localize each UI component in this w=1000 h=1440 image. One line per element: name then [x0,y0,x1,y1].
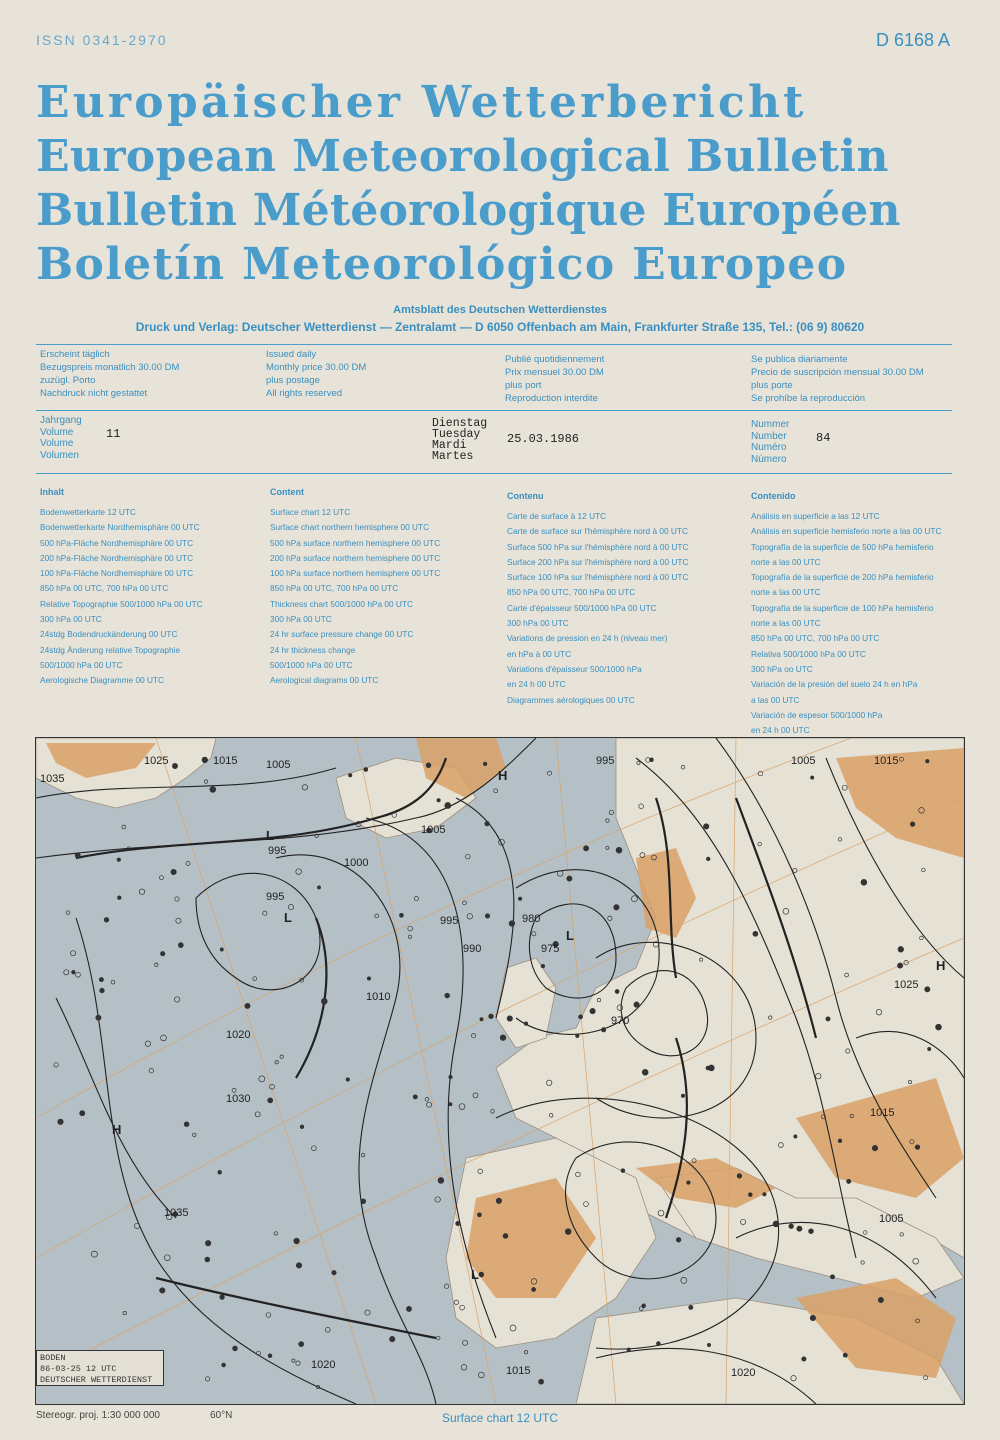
station-marker [539,1379,544,1384]
station-marker [763,1193,766,1196]
station-marker [205,1257,210,1262]
surface-chart-map [35,737,965,1405]
station-marker [926,760,929,763]
contents-item: 850 hPa 00 UTC, 700 hPa 00 UTC [507,587,636,598]
isobar-label: 1020 [226,1029,251,1041]
station-marker [509,921,515,927]
contents-item: 500 hPa-Fläche Nordhemisphäre 00 UTC [40,537,194,548]
contents-item: Diagrammes aérologiques 00 UTC [507,694,635,705]
contents-item: Bodenwetterkarte 12 UTC [40,507,136,517]
station-marker [332,1271,336,1275]
station-marker [445,803,451,809]
contents-heading: Contenido [751,491,796,501]
isobar-label: 1035 [164,1207,189,1219]
isobar-label: 995 [440,915,459,927]
station-marker [830,1275,834,1279]
station-marker [449,1075,452,1078]
station-marker [367,977,370,980]
volume-labels [40,415,82,461]
title-french: Bulletin Météorologique Européen [36,185,901,236]
number-label: Numéro [751,442,787,453]
station-marker [689,1305,693,1309]
contents-spanish [751,490,941,754]
contents-item: Relative Topographie 500/1000 hPa 00 UTC [40,598,203,609]
station-marker [496,1198,501,1203]
station-marker [928,1047,931,1050]
station-marker [753,931,758,936]
contents-list [507,509,688,708]
isobar-label: 1030 [226,1093,251,1105]
low-pressure-marker: L [471,1267,479,1282]
contents-item: Carte d'épaisseur 500/1000 hPa 00 UTC [507,602,657,613]
subscription-line: All rights reserved [266,388,343,399]
contents-heading: Contenu [507,491,544,501]
station-marker [489,1014,494,1019]
contents-item: Topografía de la superficie de 100 hPa hemisferio [751,602,934,613]
contents-item: Variations de pression en 24 h (niveau mer) [507,633,668,644]
projection-note: Stereogr. proj. 1:30 000 000 [36,1410,160,1421]
station-marker [399,913,403,917]
station-marker [532,1288,536,1292]
station-marker [75,853,80,858]
title-german: Europäischer Wetterbericht [36,77,807,128]
subscription-line: Nachdruck nicht gestattet [40,388,148,399]
station-marker [483,762,487,766]
station-marker [681,1094,684,1097]
weekday-label: Mardi [432,439,467,452]
station-marker [100,988,105,993]
station-marker [413,1095,417,1099]
station-marker [485,821,490,826]
contents-french [507,490,688,708]
isobar-label: 1005 [879,1213,904,1225]
station-marker [518,897,521,900]
station-marker [222,1363,226,1367]
contents-english [270,486,440,689]
station-marker [507,1016,512,1021]
issue-date: 25.03.1986 [507,432,580,446]
isobar-label: 995 [596,755,615,767]
station-marker [172,763,177,768]
isobar-label: 1010 [366,991,391,1003]
contents-item: 850 hPa 00 UTC, 700 hPa 00 UTC [270,583,399,594]
contents-item: en 24 h 00 UTC [751,725,810,736]
station-marker [872,1145,877,1150]
station-marker [72,970,76,974]
station-marker [843,1353,847,1357]
station-marker [294,1238,300,1244]
isobar-label: 980 [522,913,541,925]
station-marker [616,847,622,853]
subscription-french [505,353,604,405]
number-label: Number [751,430,787,442]
station-marker [590,1008,595,1013]
contents-item: Variación de espesor 500/1000 hPa [751,709,883,720]
isobar-label: 1020 [311,1359,336,1371]
station-marker [480,1018,483,1021]
station-marker [245,1003,250,1008]
divider [36,410,952,411]
station-marker [687,1181,690,1184]
station-marker [80,1111,85,1116]
station-marker [541,964,545,968]
low-pressure-marker: L [566,928,574,943]
station-marker [797,1226,802,1231]
divider [36,344,952,345]
subscription-line: plus port [505,380,542,391]
subscription-line: Se publica diariamente [751,354,848,365]
isobar-label: 1000 [344,857,369,869]
station-marker [321,998,327,1004]
station-marker [268,1354,272,1358]
subscription-line: Bezugspreis monatlich 30.00 DM [40,362,180,373]
number-label: Número [751,453,787,465]
contents-item: 100 hPa surface northern hemisphere 00 UTC [270,568,441,579]
isobar-label: 1015 [506,1365,531,1377]
subscription-german [40,348,179,400]
station-marker [773,1221,779,1227]
contents-german [40,486,203,689]
station-marker [500,1035,506,1041]
station-marker [456,1221,460,1225]
document-number: D 6168 A [875,30,950,50]
issue-number: 84 [816,431,831,445]
station-marker [898,963,903,968]
station-marker [642,1069,648,1075]
station-marker [317,886,320,889]
contents-item: 24 hr thickness change [270,644,356,655]
contents-item: Topografía de la superficie de 200 hPa hemisferio [751,572,934,583]
station-marker [802,1357,806,1361]
station-marker [104,918,109,923]
station-marker [657,1342,661,1346]
isobar-label: 990 [463,943,482,955]
isobar-label: 1015 [870,1107,895,1119]
isobar-label: 1020 [731,1367,756,1379]
isobar-label: 970 [611,1015,630,1027]
contents-item: 500 hPa surface northern hemisphere 00 UTC [270,537,441,548]
station-marker [847,1179,851,1183]
contents-item: 300 hPa 00 UTC [270,614,332,625]
low-pressure-marker: L [266,828,274,843]
station-marker [915,1145,920,1150]
official-gazette-note: Amtsblatt des Deutschen Wetterdienstes [393,304,607,316]
contents-item: Análisis en superficie hemisferio norte a las 00 UTC [751,526,942,537]
station-marker [184,1122,189,1127]
contents-item: 200 hPa-Fläche Nordhemisphäre 00 UTC [40,552,194,563]
station-marker [205,1241,210,1246]
volume-value: 11 [106,427,121,441]
station-marker [707,1343,710,1346]
station-marker [811,776,814,779]
contents-item: en hPa à 00 UTC [507,648,572,659]
station-marker [233,1346,238,1351]
station-marker [737,1174,742,1179]
contents-item: a las 00 UTC [751,694,800,705]
station-marker [437,799,440,802]
subscription-line: Monthly price 30.00 DM [266,362,367,373]
contents-item: Carte de surface sur l'hémisphère nord à 00 UTC [507,526,688,537]
surface-chart-svg [36,738,964,1404]
isobar-label: 975 [541,943,560,955]
stamp-line: BODEN [40,1353,66,1363]
weekday-label: Dienstag [432,417,488,430]
contents-item: Variations d'épaisseur 500/1000 hPa [507,663,642,674]
station-marker [838,1139,842,1143]
contents-item: Variación de la presión del suelo 24 h en hPa [751,679,918,690]
station-marker [709,1065,715,1071]
station-marker [925,987,930,992]
divider [36,473,952,474]
contents-heading: Inhalt [40,487,64,497]
contents-item: 850 hPa 00 UTC, 700 hPa 00 UTC [40,583,169,594]
contents-item: Aerologische Diagramme 00 UTC [40,675,165,686]
stamp-line: 86-03-25 12 UTC [40,1364,117,1374]
station-marker [615,990,619,994]
contents-item: 850 hPa 00 UTC, 700 hPa 00 UTC [751,633,880,644]
station-marker [210,787,216,793]
station-marker [438,1178,444,1184]
volume-label: Volumen [40,449,79,461]
station-marker [364,768,368,772]
station-marker [296,1263,301,1268]
station-marker [601,1028,605,1032]
station-marker [910,822,915,827]
publisher-line: Druck und Verlag: Deutscher Wetterdienst — Zentralamt — D 6050 Offenbach am Main, Frankfurter Straße 135, Tel.: (06 9) 80620 [135,320,865,334]
isobar-label: 1005 [266,759,291,771]
number-labels [751,419,789,465]
station-marker [390,1336,395,1341]
contents-list [40,505,203,689]
station-marker [406,1306,411,1311]
contents-item: Surface 200 hPa sur l'hémisphère nord à 00 UTC [507,556,689,567]
station-marker [161,952,165,956]
station-marker [300,1125,304,1129]
station-marker [706,857,710,861]
station-marker [178,943,183,948]
contents-item: Carte de surface à 12 UTC [507,511,607,521]
chart-stamp [36,1350,164,1386]
subscription-spanish [751,353,924,405]
station-marker [171,869,176,874]
station-marker [898,947,904,953]
volume-label: Jahrgang [40,415,82,426]
low-pressure-marker: L [284,910,292,925]
station-marker [794,1135,797,1138]
contents-item: Aerological diagrams 00 UTC [270,675,379,686]
station-marker [99,978,103,982]
contents-item: 24stdg Bodendruckänderung 00 UTC [40,629,178,640]
contents-item: 24stdg Änderung relative Topographie [40,644,181,655]
station-marker [634,1002,639,1007]
subscription-line: plus porte [751,380,793,391]
contents-item: 200 hPa surface northern hemisphere 00 UTC [270,552,441,563]
contents-list [270,505,440,689]
contents-item: 500/1000 hPa 00 UTC [270,659,353,670]
station-marker [676,1238,681,1243]
isobar-label: 1025 [144,755,169,767]
contents-heading: Content [270,487,304,497]
contents-item: en 24 h 00 UTC [507,679,566,690]
isobar-label: 1005 [421,824,446,836]
station-marker [627,1348,630,1351]
isobar-label: 1035 [40,773,65,785]
weekday-label: Tuesday [432,428,481,441]
station-marker [220,948,223,951]
isobar-label: 1005 [791,755,816,767]
reference-latitude: 60°N [210,1410,233,1421]
isobar-label: 995 [266,891,285,903]
station-marker [524,1022,528,1026]
station-marker [861,879,867,885]
high-pressure-marker: H [936,958,946,973]
subscription-line: zuzügl. Porto [40,375,96,386]
station-marker [346,1078,349,1081]
station-marker [118,896,122,900]
station-marker [202,757,208,763]
station-marker [579,1015,583,1019]
station-marker [220,1295,225,1300]
station-marker [477,1213,481,1217]
station-marker [565,1229,571,1235]
station-marker [479,1272,484,1277]
station-marker [704,824,709,829]
volume-label: Volume [40,438,74,449]
isobar-label: 1025 [894,979,919,991]
volume-label: Volume [40,426,74,438]
contents-item: 300 hPa 00 UTC [507,618,569,629]
isobar-label: 1015 [213,755,238,767]
station-marker [748,1193,752,1197]
station-marker [878,1297,883,1302]
isobar-label: 1015 [874,755,899,767]
station-marker [567,876,572,881]
station-marker [117,858,120,861]
station-marker [96,1015,101,1020]
contents-item: 24 hr surface pressure change 00 UTC [270,629,414,640]
contents-item: Relativa 500/1000 hPa 00 UTC [751,648,866,659]
station-marker [503,1234,508,1239]
contents-item: Surface chart 12 UTC [270,507,351,517]
contents-item: 300 hPa oo UTC [751,663,813,674]
contents-item: norte a las 00 UTC [751,618,821,629]
subscription-line: Reproduction interdite [505,393,598,404]
station-marker [58,1119,63,1124]
station-marker [349,774,352,777]
station-marker [789,1224,794,1229]
station-marker [936,1024,942,1030]
high-pressure-marker: H [112,1122,122,1137]
station-marker [614,905,619,910]
station-marker [268,1098,273,1103]
station-marker [810,1315,815,1320]
station-marker [361,1199,366,1204]
contents-item: Surface 100 hPa sur l'hémisphère nord à 00 UTC [507,572,689,583]
chart-caption: Surface chart 12 UTC [441,1411,559,1425]
contents-item: norte a las 00 UTC [751,556,821,567]
contents-item: Análisis en superficie a las 12 UTC [751,511,880,521]
contents-item: norte a las 00 UTC [751,587,821,598]
issn-number: ISSN 0341-2970 [36,32,168,48]
contents-item: Surface chart northern hemisphere 00 UTC [270,522,430,533]
weekday-label: Martes [432,450,474,463]
contents-item: Surface 500 hPa sur l'hémisphère nord à 00 UTC [507,541,689,552]
station-marker [485,914,489,918]
contents-item: Topografía de la superficie de 500 hPa hemisferio [751,541,934,552]
subscription-line: Prix mensuel 30.00 DM [505,367,604,378]
station-marker [160,1288,165,1293]
contents-list [751,509,941,754]
title-spanish: Boletín Meteorológico Europeo [36,239,848,290]
station-marker [826,1017,830,1021]
station-marker [218,1170,222,1174]
contents-item: 300 hPa 00 UTC [40,614,102,625]
subscription-line: plus postage [266,375,320,386]
station-marker [576,1034,579,1037]
number-label: Nummer [751,419,790,430]
subscription-line: Precio de suscripción mensual 30.00 DM [751,367,924,378]
isobar-label: 995 [268,845,287,857]
station-marker [809,1229,814,1234]
stamp-line: DEUTSCHER WETTERDIENST [40,1375,153,1385]
station-marker [621,1169,625,1173]
subscription-line: Issued daily [266,349,317,360]
station-marker [449,1103,452,1106]
station-marker [299,1342,304,1347]
subscription-line: Se prohíbe la reproducción [751,393,866,404]
station-marker [584,846,589,851]
contents-item: Thickness chart 500/1000 hPa 00 UTC [270,598,413,609]
subscription-line: Erscheint täglich [40,349,110,360]
contents-item: 100 hPa-Fläche Nordhemisphäre 00 UTC [40,568,194,579]
station-marker [445,993,450,998]
high-pressure-marker: H [498,768,508,783]
subscription-english [266,348,366,400]
station-marker [426,763,431,768]
contents-item: Bodenwetterkarte Nordhemisphäre 00 UTC [40,522,200,533]
subscription-line: Publié quotidiennement [505,354,605,365]
title-english: European Meteorological Bulletin [36,131,889,182]
weekday-labels [432,418,487,462]
contents-item: 500/1000 hPa 00 UTC [40,659,123,670]
